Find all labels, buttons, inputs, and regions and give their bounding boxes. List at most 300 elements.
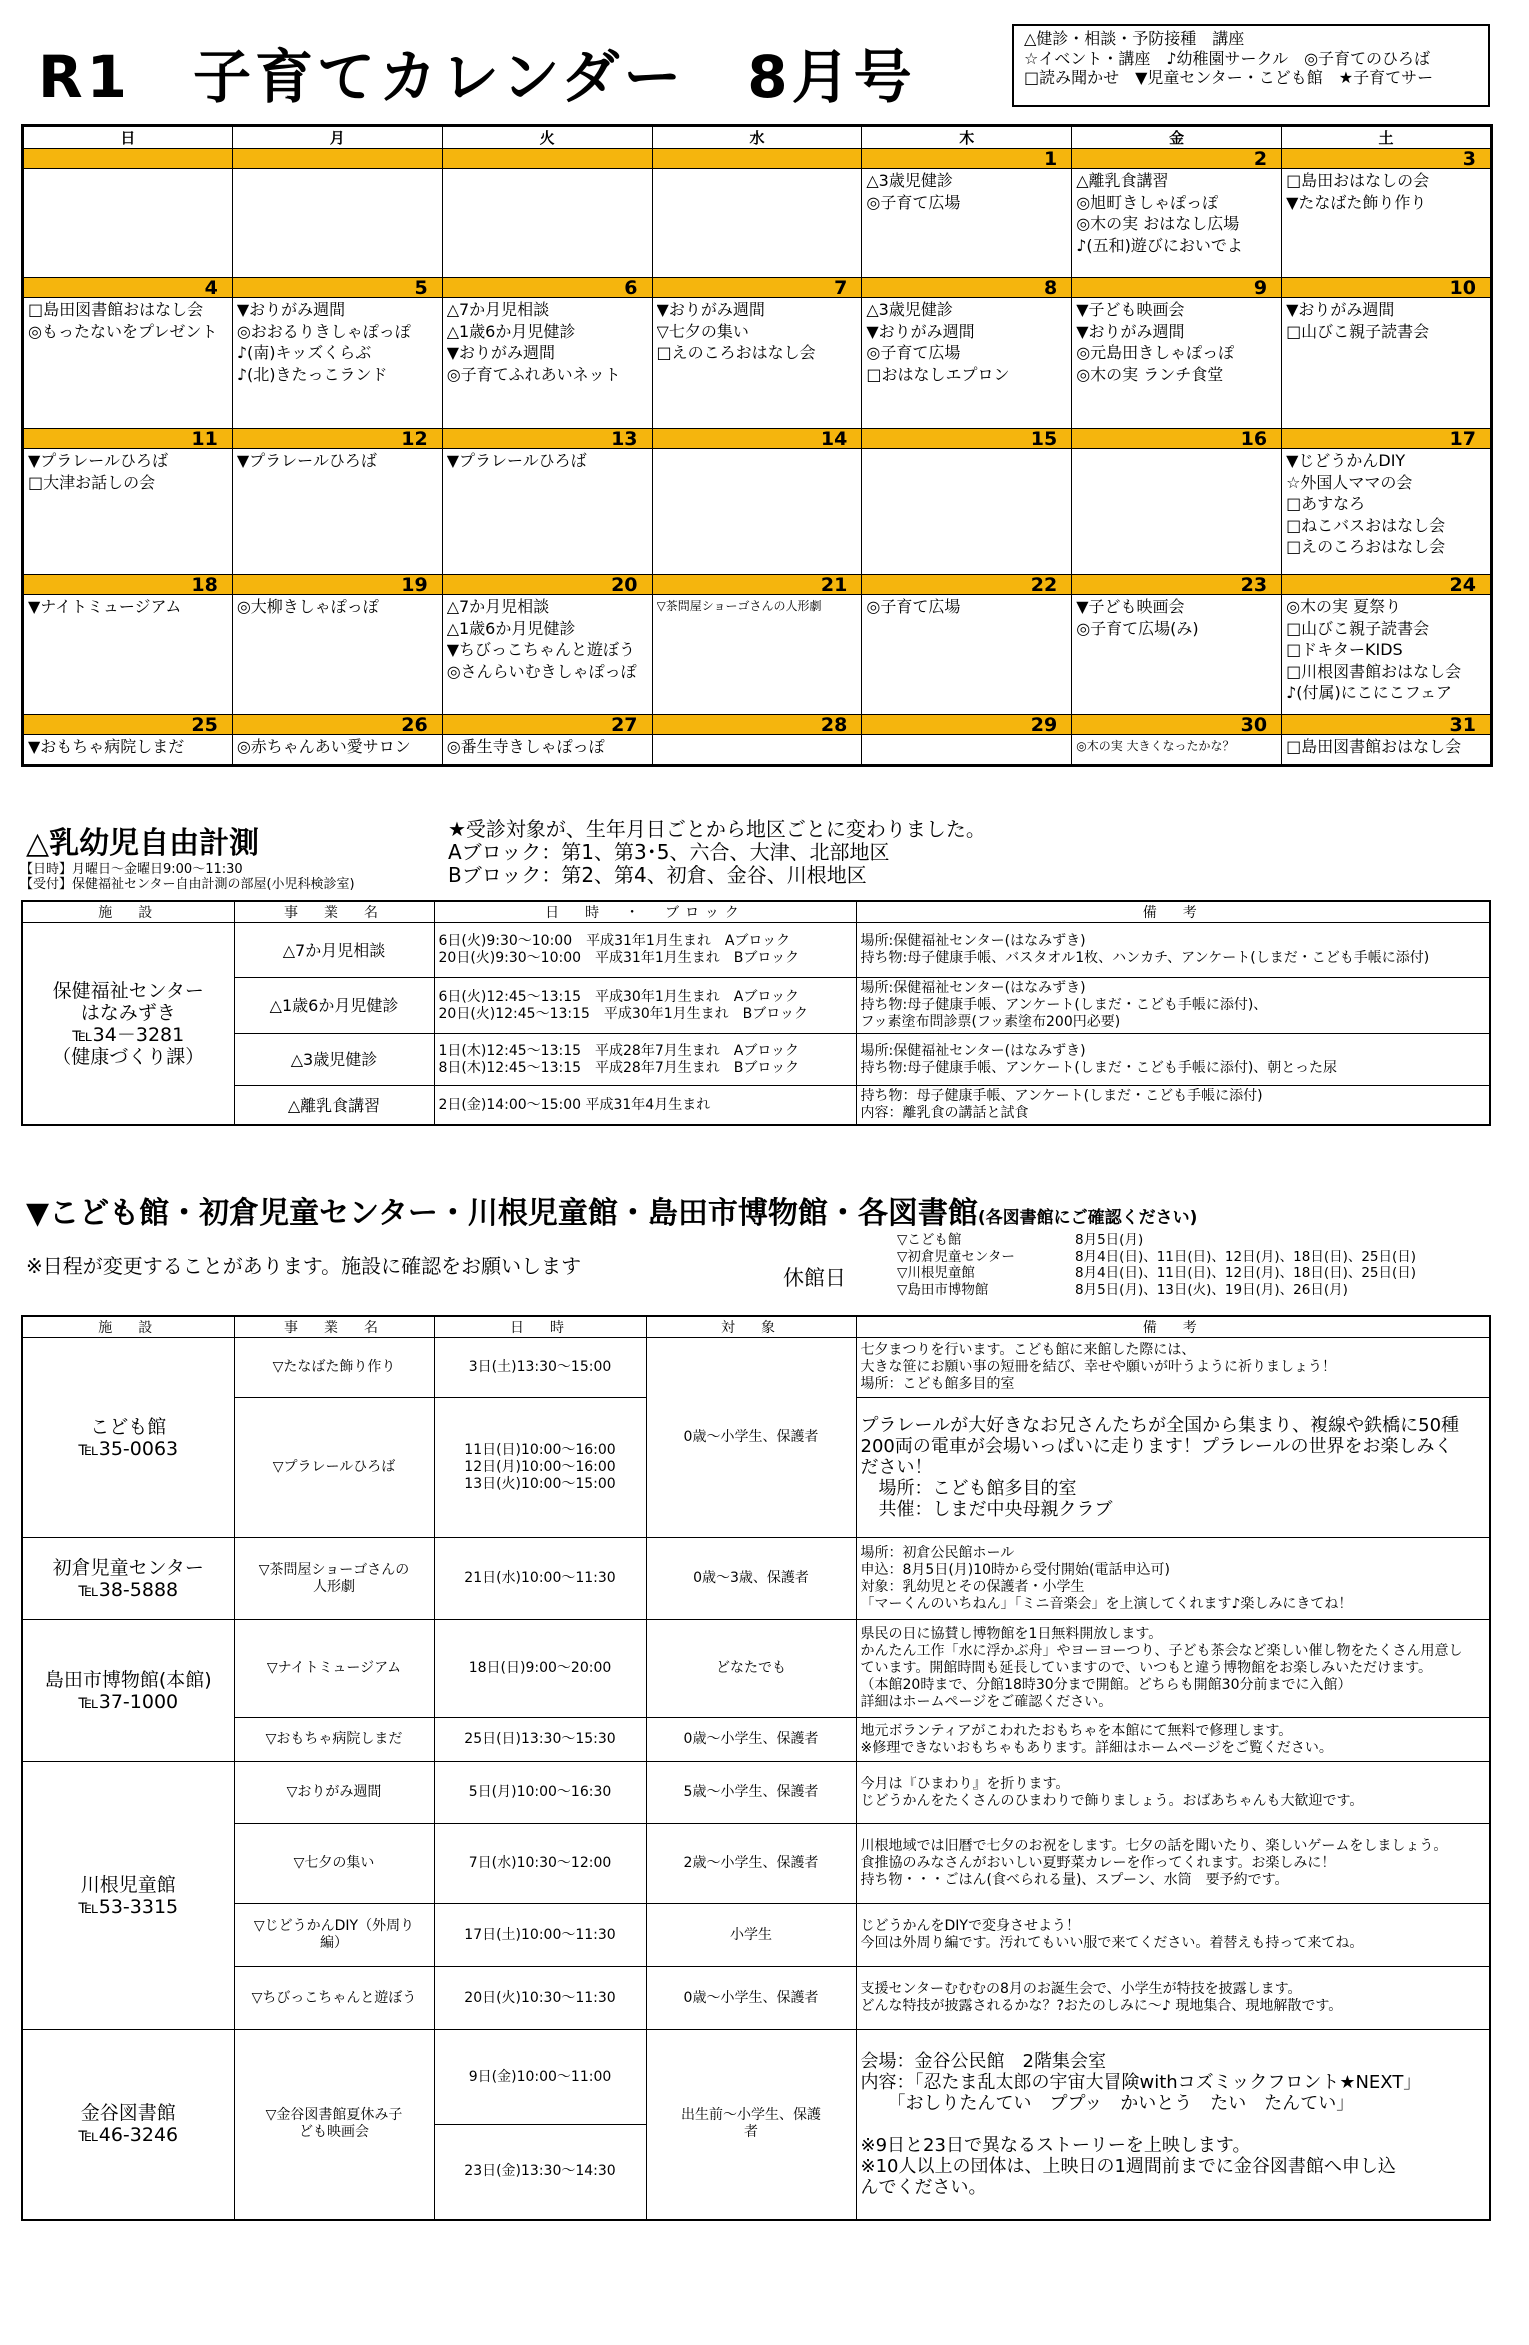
- day-number: 3: [1282, 149, 1490, 169]
- weekday-header: 土: [1282, 126, 1492, 149]
- program-name-line: 人形劇: [313, 1578, 355, 1595]
- notes-line: かんたん工作「水に浮かぶ舟」やヨーヨーつり、子ども茶会など楽しい催し物をたくさん用意し: [860, 1643, 1463, 1659]
- program-target: 0歳～小学生、保護者: [646, 1718, 856, 1762]
- day-number: 6: [443, 278, 652, 298]
- day-events: [862, 298, 1071, 428]
- datetime-line: 20日(火)12:45～13:15 平成30年1月生まれ Bブロック: [438, 1005, 808, 1022]
- notes-line: じどうかんをたくさんのひまわりで飾りましょう。おばあちゃんも大歓迎です。: [860, 1792, 1364, 1809]
- calendar-event: ◎子育て広場: [866, 343, 961, 362]
- calendar-event: □川根図書館おはなし会: [1286, 661, 1462, 681]
- day-number: 25: [24, 715, 232, 735]
- notes-line: 場所：初倉公民館ホール: [860, 1544, 1015, 1561]
- closed-facility: ▽島田市博物館: [897, 1281, 989, 1298]
- col-header-datetime: 日 時 ・ ブロック: [434, 901, 856, 923]
- closed-facility: ▽川根児童館: [897, 1265, 975, 1281]
- calendar-day-cell: [652, 278, 862, 429]
- calendar-event: □島田図書館おはなし会: [28, 300, 204, 319]
- program-datetime: [434, 1086, 856, 1126]
- day-number: 19: [233, 575, 442, 595]
- program-datetime: 7日(水)10:30～12:00: [434, 1824, 646, 1904]
- notes-line: 場所:保健福祉センター(はなみずき): [860, 980, 1086, 996]
- day-number: 20: [443, 575, 652, 595]
- calendar-event: ◎もったないをプレゼント: [28, 321, 218, 341]
- calendar-event: ▼子ども映画会: [1076, 597, 1185, 616]
- table-row: [22, 1824, 1490, 1904]
- program-notes: [856, 1904, 1490, 1967]
- day-number: 21: [653, 575, 862, 595]
- calendar-event: ▼おりがみ週間: [866, 321, 975, 341]
- notes-line: 今月は『ひまわり』を折ります。: [860, 1775, 1070, 1792]
- closed-dates: 8月5日(月)、13日(火)、19日(月)、26日(月): [1075, 1281, 1348, 1298]
- day-events: [443, 735, 652, 764]
- col-header-facility: 施 設: [22, 1316, 234, 1338]
- notes-line: 持ち物・・・ごはん(食べられる量)、スプーン、水筒 要予約です。: [860, 1872, 1289, 1888]
- facility-name: 初倉児童センター: [52, 1556, 204, 1579]
- facility-museum: [22, 1620, 234, 1762]
- day-number: [653, 149, 862, 169]
- program-name: ▽ちびっこちゃんと遊ぼう: [234, 1967, 434, 2030]
- col-header-datetime: 日 時: [434, 1316, 646, 1338]
- block-note-line: Bブロック：第2、第4、初倉、金谷、川根地区: [448, 863, 867, 887]
- calendar-event: △7か月児相談: [446, 597, 550, 616]
- closed-day-row: [897, 1282, 1416, 1299]
- day-number: 17: [1282, 429, 1490, 449]
- closed-dates: 8月4日(日)、11日(日)、12日(月)、18日(日)、25日(日): [1075, 1265, 1417, 1281]
- facility-hatsukura: [22, 1538, 234, 1620]
- program-name: [234, 2030, 434, 2220]
- legend-line: △健診・相談・予防接種 講座: [1024, 29, 1245, 48]
- program-name-line: ども映画会: [299, 2124, 369, 2141]
- calendar-day-cell: [442, 278, 652, 429]
- calendar-event: △7か月児相談: [446, 300, 550, 319]
- calendar-event: □あすなろ: [1286, 494, 1366, 513]
- notes-line: 食推協のみなさんがおいしい夏野菜カレーを作ってくれます。お楽しみに！: [860, 1855, 1336, 1871]
- notes-line: 地元ボランティアがこわれたおもちゃを本館にて無料で修理します。: [860, 1722, 1293, 1739]
- calendar-day-cell: [1282, 429, 1492, 575]
- day-events: [24, 735, 232, 764]
- calendar-day-cell: [1282, 278, 1492, 429]
- calendar-day-cell: [862, 429, 1072, 575]
- notes-line: 「おしりたんてい ププッ かいとう たい たんてい」: [860, 2092, 1355, 2114]
- day-events: [1072, 735, 1281, 764]
- program-name-line: 編）: [320, 1935, 348, 1951]
- closed-dates: 8月4日(日)、11日(日)、12日(月)、18日(日)、25日(日): [1075, 1248, 1417, 1265]
- table-row: [22, 2030, 1490, 2125]
- calendar-event: ▼おりがみ週間: [446, 343, 555, 362]
- notes-line: 「マーくんのいちねん」「ミニ音楽会」を上演してくれます♪楽しみにきてね！: [860, 1595, 1353, 1612]
- day-number: [24, 149, 232, 169]
- day-events: [233, 449, 442, 574]
- program-notes: [856, 1034, 1490, 1086]
- day-events: [862, 595, 1071, 714]
- calendar-day-cell: [23, 429, 233, 575]
- calendar-day-cell: [1072, 278, 1282, 429]
- calendar-event: ▼おりがみ週間: [656, 300, 765, 319]
- program-notes: [856, 978, 1490, 1034]
- closed-day-row: [897, 1249, 1416, 1266]
- program-target: どなたでも: [646, 1620, 856, 1718]
- day-events: [24, 449, 232, 574]
- facility-line: はなみずき: [80, 1001, 176, 1024]
- col-header-facility: 施 設: [22, 901, 234, 923]
- closed-days-list: [897, 1232, 1416, 1298]
- calendar-day-cell: [652, 575, 862, 715]
- checkup-section-title: △乳幼児自由計測: [26, 826, 260, 861]
- notes-line: 200両の電車が会場いっぱいに走ります！プラレールの世界をお楽しみく: [860, 1436, 1453, 1457]
- closed-facility: ▽こども館: [897, 1232, 962, 1248]
- program-name: △3歳児健診: [234, 1034, 434, 1086]
- calendar-day-cell: [23, 278, 233, 429]
- day-events: [653, 595, 862, 714]
- notes-line: 場所:保健福祉センター(はなみずき): [860, 933, 1086, 949]
- table-row: [22, 1086, 1490, 1126]
- calendar-event: ▼プラレールひろば: [446, 451, 587, 470]
- calendar-day-cell: [23, 575, 233, 715]
- day-number: 1: [862, 149, 1071, 169]
- calendar-event: △離乳食講習: [1076, 171, 1169, 190]
- facility-phone: ℡37-1000: [78, 1690, 179, 1713]
- calendar-event: △3歳児健診: [866, 300, 953, 319]
- day-number: 27: [443, 715, 652, 735]
- day-events: [443, 449, 652, 574]
- datetime-line: 8日(木)12:45～13:15 平成28年7月生まれ Bブロック: [438, 1059, 800, 1076]
- day-number: 22: [862, 575, 1071, 595]
- day-events: [653, 298, 862, 428]
- notes-line: 内容：「忍たま乱太郎の宇宙大冒険withコズミックフロント★NEXT」: [860, 2071, 1422, 2093]
- calendar-event: ◎旭町きしゃぽっぽ: [1076, 192, 1219, 212]
- facility-phone: ℡38-5888: [78, 1578, 179, 1601]
- block-note: [448, 818, 986, 887]
- calendar-day-cell: [862, 715, 1072, 766]
- program-name: ▽プラレールひろば: [234, 1398, 434, 1538]
- facility-kawane: [22, 1762, 234, 2030]
- program-notes: [856, 1338, 1490, 1398]
- calendar-event: ◎木の実 大きくなったかな？: [1076, 739, 1235, 753]
- day-number: 5: [233, 278, 442, 298]
- day-number: 2: [1072, 149, 1281, 169]
- notes-line: 県民の日に協賛し博物館を1日無料開放します。: [860, 1626, 1163, 1642]
- day-events: [233, 298, 442, 428]
- day-events: [1282, 298, 1490, 428]
- day-events: [653, 735, 862, 764]
- checkup-info: [20, 862, 355, 892]
- datetime-line: 13日(火)10:00～15:00: [464, 1476, 616, 1492]
- block-note-line: ★受診対象が、生年月日ごとから地区ごとに変わりました。: [448, 817, 986, 841]
- day-number: 11: [24, 429, 232, 449]
- notes-line: 申込：8月5日(月)10時から受付開始(電話申込可): [860, 1561, 1170, 1578]
- program-notes: [856, 1620, 1490, 1718]
- program-target: 5歳～小学生、保護者: [646, 1762, 856, 1824]
- calendar-event: ▽茶問屋ショーゴさんの人形劇: [656, 599, 822, 613]
- closed-days-label: 休館日: [783, 1266, 846, 1290]
- day-events: [233, 735, 442, 764]
- day-number: 30: [1072, 715, 1281, 735]
- notes-line: 会場：金谷公民館 2階集会室: [860, 2050, 1106, 2072]
- day-number: 31: [1282, 715, 1490, 735]
- day-events: [24, 595, 232, 714]
- calendar-day-cell: [442, 149, 652, 278]
- calendar-event: ◎子育て広場: [866, 597, 961, 616]
- calendar-day-cell: [23, 715, 233, 766]
- program-notes: [856, 2030, 1490, 2220]
- calendar-day-cell: [442, 715, 652, 766]
- calendar-day-cell: [862, 575, 1072, 715]
- program-name: △7か月児相談: [234, 923, 434, 978]
- notes-line: 支援センターむむむの8月のお誕生会で、小学生が特技を披露します。: [860, 1981, 1302, 1997]
- calendar-event: ◎さんらいむきしゃぽっぽ: [446, 661, 637, 681]
- program-target: [646, 2030, 856, 2220]
- datetime-line: 1日(木)12:45～13:15 平成28年7月生まれ Aブロック: [438, 1042, 800, 1059]
- day-events: [1282, 169, 1490, 277]
- closed-facility: ▽初倉児童センター: [897, 1248, 1015, 1265]
- calendar-event: ◎赤ちゃんあい愛サロン: [236, 737, 411, 756]
- facility-line: ℡34－3281: [72, 1023, 185, 1046]
- weekday-header: 火: [442, 126, 652, 149]
- program-name-line: ▽じどうかんDIY（外周り: [253, 1918, 415, 1934]
- day-number: 9: [1072, 278, 1281, 298]
- day-events: [443, 298, 652, 428]
- table-row: [22, 923, 1490, 978]
- notes-line: 今回は外周り編です。汚れてもいい服で来てください。着替えも持って来てね。: [860, 1935, 1364, 1951]
- calendar-day-cell: [652, 149, 862, 278]
- calendar-event: ▼おりがみ週間: [1076, 321, 1185, 341]
- calendar-event: ▼プラレールひろば: [28, 451, 168, 470]
- legend-line: ☆イベント・講座 ♪幼稚園サークル ◎子育てのひろば: [1024, 48, 1431, 68]
- notes-line: どんな特技が披露されるかな？?おたのしみに～♪ 現地集合、現地解散です。: [860, 1998, 1343, 2014]
- page-title: R1 子育てカレンダー 8月号: [38, 43, 916, 111]
- calendar-day-cell: [232, 429, 442, 575]
- calendar-day-cell: [1282, 575, 1492, 715]
- calendar-day-cell: [1072, 715, 1282, 766]
- day-events: [1282, 449, 1490, 574]
- day-events: [24, 169, 232, 277]
- calendar-day-cell: [862, 149, 1072, 278]
- day-events: [443, 169, 652, 277]
- calendar-event: ▼おりがみ週間: [1286, 300, 1395, 319]
- calendar-day-cell: [1282, 715, 1492, 766]
- calendar-event: □大津お話しの会: [28, 472, 156, 492]
- checkup-info-line: 【受付】保健福祉センター自由計測の部屋(小児科検診室): [20, 877, 355, 892]
- schedule-change-note: ※日程が変更することがあります。施設に確認をお願いします: [26, 1254, 582, 1278]
- block-note-line: Aブロック：第1、第3･5、六合、大津、北部地区: [448, 840, 890, 864]
- calendar-event: ◎木の実 夏祭り: [1286, 597, 1402, 616]
- calendar-week-row: [23, 575, 1492, 715]
- program-datetime: [434, 1034, 856, 1086]
- facility-health-center: [22, 923, 234, 1126]
- day-number: 16: [1072, 429, 1281, 449]
- day-number: 8: [862, 278, 1071, 298]
- datetime-line: 6日(火)9:30～10:00 平成31年1月生まれ Aブロック: [438, 933, 791, 949]
- program-target: 小学生: [646, 1904, 856, 1967]
- calendar-day-cell: [23, 149, 233, 278]
- program-datetime: 18日(日)9:00～20:00: [434, 1620, 646, 1718]
- day-events: [862, 735, 1071, 764]
- program-name: ▽おりがみ週間: [234, 1762, 434, 1824]
- weekday-header: 木: [862, 126, 1072, 149]
- calendar-event: ▼プラレールひろば: [236, 451, 377, 470]
- notes-line: 持ち物:母子健康手帳、アンケート(しまだ・こども手帳に添付)、: [860, 997, 1268, 1013]
- closed-day-row: [897, 1232, 1416, 1249]
- closed-day-row: [897, 1265, 1416, 1282]
- notes-line: ださい！: [860, 1457, 933, 1478]
- notes-line: 内容：離乳食の講話と試食: [860, 1105, 1029, 1121]
- day-events: [1282, 595, 1490, 714]
- facility-kanaya: [22, 2030, 234, 2220]
- calendar-event: ▼おりがみ週間: [236, 300, 346, 319]
- calendar-event: ▽七夕の集い: [656, 321, 749, 341]
- notes-line: ※10人以上の団体は、上映日の1週間前までに金谷図書館へ申し込: [860, 2155, 1396, 2177]
- day-number: 23: [1072, 575, 1281, 595]
- notes-line: 詳細はホームページをご確認ください。: [860, 1694, 1113, 1710]
- program-notes: [856, 1398, 1490, 1538]
- day-number: 26: [233, 715, 442, 735]
- program-target: 2歳～小学生、保護者: [646, 1824, 856, 1904]
- program-datetime: 25日(日)13:30～15:30: [434, 1718, 646, 1762]
- notes-line: 対象：乳幼児とその保護者・小学生: [860, 1578, 1085, 1595]
- notes-line: 持ち物:母子健康手帳、バスタオル1枚、ハンカチ、アンケート(しまだ・こども手帳に添付): [860, 950, 1430, 966]
- table-row: [22, 1718, 1490, 1762]
- weekday-header: 水: [652, 126, 862, 149]
- calendar-day-cell: [652, 429, 862, 575]
- day-events: [1072, 169, 1281, 277]
- program-name-line: ▽茶問屋ショーゴさんの: [258, 1561, 410, 1578]
- program-notes: [856, 1824, 1490, 1904]
- notes-line: [861, 2114, 1486, 2135]
- calendar-event: □えのころおはなし会: [1286, 537, 1446, 556]
- notes-line: じどうかんをDIYで変身させよう！: [860, 1918, 1080, 1934]
- program-name: ▽七夕の集い: [234, 1824, 434, 1904]
- day-events: [1282, 735, 1490, 764]
- facility-name: 川根児童館: [80, 1873, 176, 1896]
- notes-line: 川根地域では旧暦で七夕のお祝をします。七夕の話を聞いたり、楽しいゲームをしましょう。: [860, 1838, 1448, 1854]
- facility-name: こども館: [90, 1415, 167, 1438]
- calendar-week-row: [23, 149, 1492, 278]
- facility-kodomokan: [22, 1338, 234, 1538]
- checkup-table-header: [22, 901, 1490, 923]
- facility-line: 保健福祉センター: [52, 979, 204, 1002]
- events-table-header: [22, 1316, 1490, 1338]
- calendar-event: □島田図書館おはなし会: [1286, 737, 1462, 756]
- day-events: [653, 169, 862, 277]
- calendar-day-cell: [442, 429, 652, 575]
- datetime-line: 2日(金)14:00～15:00 平成31年4月生まれ: [438, 1096, 711, 1113]
- notes-line: ています。開館時間も延長していますので、いつもと違う博物館をお楽しみいただけます。: [860, 1660, 1432, 1676]
- table-row: [22, 1338, 1490, 1398]
- calendar-day-cell: [232, 715, 442, 766]
- facility-phone: ℡46-3246: [78, 2124, 179, 2147]
- legend-box: [1012, 24, 1490, 107]
- calendar-week-row: [23, 715, 1492, 766]
- notes-line: （本館20時まで、分館18時30分まで開館。どちらも開館30分前までに入館）: [860, 1677, 1352, 1693]
- program-notes: [856, 1718, 1490, 1762]
- calendar-week-row: [23, 429, 1492, 575]
- program-target: 0歳～小学生、保護者: [646, 1338, 856, 1538]
- calendar-day-cell: [232, 149, 442, 278]
- day-number: [443, 149, 652, 169]
- day-number: 10: [1282, 278, 1490, 298]
- day-events: [862, 449, 1071, 574]
- table-row: [22, 1904, 1490, 1967]
- calendar-event: ◎子育て広場(み): [1076, 618, 1199, 638]
- calendar-event: ◎子育て広場: [866, 192, 961, 212]
- calendar-event: □ドキターKIDS: [1286, 640, 1403, 659]
- program-datetime: 20日(火)10:30～11:30: [434, 1967, 646, 2030]
- program-notes: [856, 923, 1490, 978]
- notes-line: プラレールが大好きなお兄さんたちが全国から集まり、複線や鉄橋に50種: [860, 1415, 1460, 1436]
- calendar-event: ♪(北)きたっこランド: [236, 364, 388, 384]
- calendar-day-cell: [1072, 575, 1282, 715]
- day-events: [233, 169, 442, 277]
- program-name: △1歳6か月児健診: [234, 978, 434, 1034]
- day-number: 29: [862, 715, 1071, 735]
- facility-section-title-note: (各図書館にご確認ください): [977, 1208, 1198, 1228]
- calendar-day-cell: [652, 715, 862, 766]
- col-header-program: 事 業 名: [234, 1316, 434, 1338]
- notes-line: 場所:保健福祉センター(はなみずき): [860, 1042, 1086, 1059]
- day-events: [1072, 595, 1281, 714]
- calendar-event: △1歳6か月児健診: [446, 321, 576, 341]
- day-events: [862, 169, 1071, 277]
- notes-line: ※修理できないおもちゃもあります。詳細はホームページをご覧ください。: [860, 1739, 1333, 1756]
- program-notes: [856, 1762, 1490, 1824]
- program-datetime: 5日(月)10:00～16:30: [434, 1762, 646, 1824]
- calendar-event: □島田おはなしの会: [1286, 171, 1430, 190]
- facility-events-table: [21, 1315, 1491, 2221]
- datetime-line: 12日(月)10:00～16:00: [464, 1459, 616, 1475]
- program-name-line: ▽金谷図書館夏休み子: [265, 2107, 403, 2124]
- day-number: 24: [1282, 575, 1490, 595]
- program-datetime: 9日(金)10:00～11:00: [434, 2030, 646, 2125]
- calendar-event: □山びこ親子読書会: [1286, 618, 1430, 638]
- calendar-event: ◎子育てふれあいネット: [446, 364, 621, 384]
- program-datetime: 17日(土)10:00～11:30: [434, 1904, 646, 1967]
- notes-line: 七夕まつりを行います。こども館に来館した際には、: [860, 1342, 1196, 1358]
- program-datetime: [434, 923, 856, 978]
- program-target: 0歳～小学生、保護者: [646, 1967, 856, 2030]
- program-target: 0歳～3歳、保護者: [646, 1538, 856, 1620]
- datetime-line: 11日(日)10:00～16:00: [464, 1442, 616, 1458]
- calendar-event: □おはなしエプロン: [866, 364, 1010, 384]
- day-number: [233, 149, 442, 169]
- program-notes: [856, 1086, 1490, 1126]
- program-datetime: 23日(金)13:30～14:30: [434, 2125, 646, 2220]
- weekday-header: 日: [23, 126, 233, 149]
- notes-line: 大きな笹にお願い事の短冊を結び、幸せや願いが叶うように祈りましょう！: [860, 1359, 1336, 1375]
- notes-line: ※9日と23日で異なるストーリーを上映します。: [860, 2134, 1251, 2156]
- facility-name: 島田市博物館(本館): [44, 1668, 212, 1691]
- calendar-event: ▼おもちゃ病院しまだ: [28, 737, 185, 756]
- day-events: [653, 449, 862, 574]
- target-line: 出生前～小学生、保護: [681, 2107, 821, 2124]
- day-number: 14: [653, 429, 862, 449]
- col-header-notes: 備 考: [856, 1316, 1490, 1338]
- facility-section-title: [26, 1188, 1197, 1232]
- day-events: [1072, 298, 1281, 428]
- calendar-day-cell: [442, 575, 652, 715]
- legend-line: □読み聞かせ ▼児童センター・こども館 ★子育てサー: [1024, 68, 1434, 87]
- calendar-event: ◎木の実 おはなし広場: [1076, 214, 1240, 233]
- day-number: 7: [653, 278, 862, 298]
- weekday-header-row: [23, 126, 1492, 149]
- col-header-program: 事 業 名: [234, 901, 434, 923]
- facility-section-title-text: ▼こども館・初倉児童センター・川根児童館・島田市博物館・各図書館: [26, 1196, 978, 1231]
- calendar-event: △3歳児健診: [866, 171, 953, 190]
- calendar-day-cell: [232, 575, 442, 715]
- checkup-table: [21, 900, 1491, 1126]
- calendar-event: □ねこバスおはなし会: [1286, 515, 1446, 535]
- table-row: [22, 1034, 1490, 1086]
- day-events: [24, 298, 232, 428]
